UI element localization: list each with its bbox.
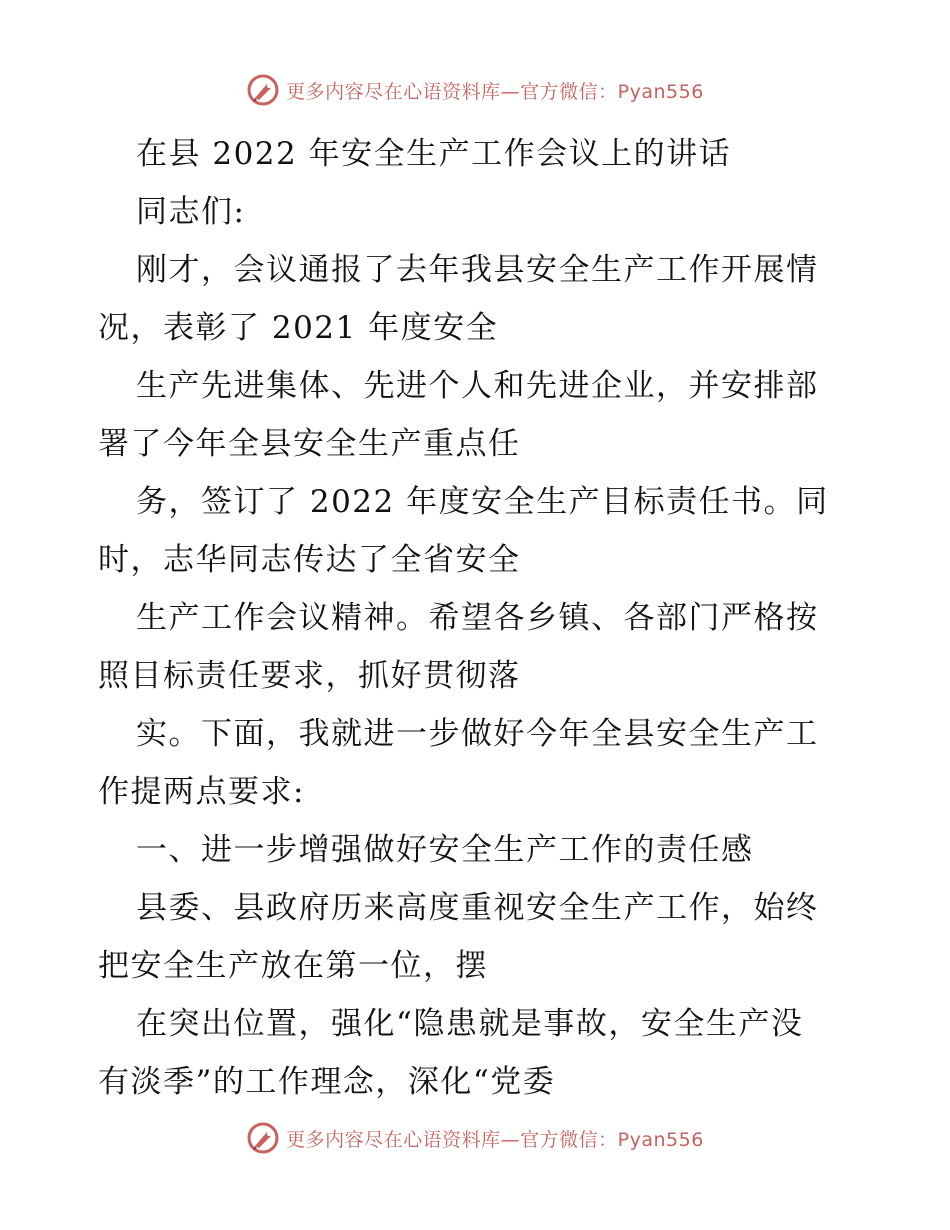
text-line: 照目标责任要求，抓好贯彻落 [98, 658, 521, 694]
document-title: 在县 2022 年安全生产工作会议上的讲话 [136, 136, 732, 172]
text-line: 作提两点要求: [98, 774, 305, 810]
header-watermark-banner [0, 70, 950, 110]
text-line: 在突出位置，强化“隐患就是事故，安全生产没 [136, 1006, 804, 1042]
watermark-text: 更多内容尽在心语资料库—官方微信：Pyan556 [286, 1128, 704, 1151]
text-line: 县委、县政府历来高度重视安全生产工作，始终 [136, 890, 819, 926]
footer-watermark-banner [0, 1118, 950, 1158]
text-line: 况，表彰了 2021 年度安全 [98, 310, 499, 346]
text-line: 刚才，会议通报了去年我县安全生产工作开展情 [136, 252, 819, 288]
text-line: 生产先进集体、先进个人和先进企业，并安排部 [136, 368, 819, 404]
text-line: 生产工作会议精神。希望各乡镇、各部门严格按 [136, 600, 819, 636]
text-line: 署了今年全县安全生产重点任 [98, 426, 521, 462]
text-line: 把安全生产放在第一位，摆 [98, 948, 488, 984]
pen-logo-icon [246, 73, 280, 107]
watermark-text: 更多内容尽在心语资料库—官方微信：Pyan556 [286, 80, 704, 103]
text-line: 一、进一步增强做好安全生产工作的责任感 [136, 832, 754, 868]
text-line: 时，志华同志传达了全省安全 [98, 542, 521, 578]
document-body [98, 125, 858, 1111]
text-line: 同志们: [136, 194, 246, 230]
text-line: 务，签订了 2022 年度安全生产目标责任书。同 [136, 484, 829, 520]
text-line: 实。下面，我就进一步做好今年全县安全生产工 [136, 716, 819, 752]
text-line: 有淡季”的工作理念，深化“党委 [98, 1064, 556, 1100]
pen-logo-icon [246, 1121, 280, 1155]
